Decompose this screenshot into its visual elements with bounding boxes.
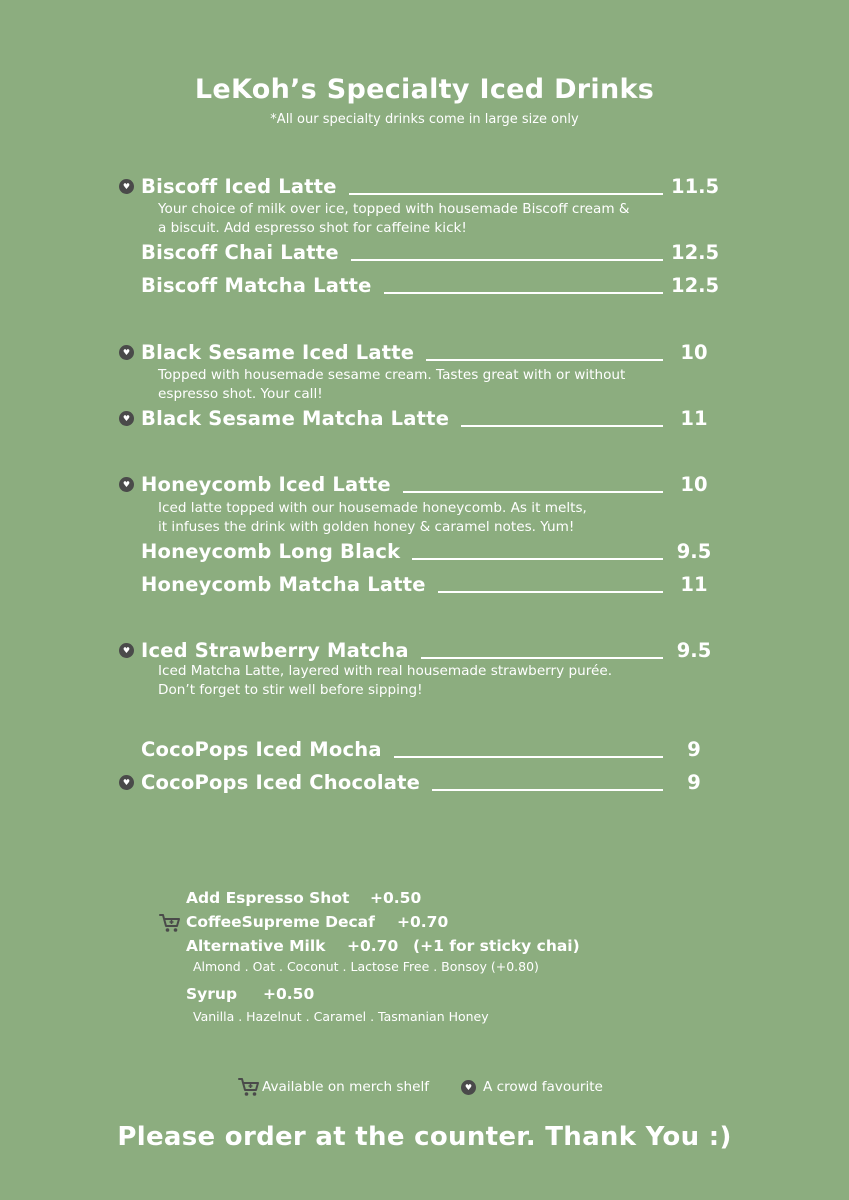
- menu-item: [141, 769, 717, 795]
- addon-syrup: [186, 985, 314, 1003]
- leader-line: [432, 789, 663, 791]
- favourite-heart-icon: ♥: [119, 643, 134, 658]
- menu-item-description: [158, 662, 678, 700]
- description-line: Iced Matcha Latte, layered with real housemade strawberry purée.: [158, 663, 613, 679]
- description-line: Your choice of milk over ice, topped with housemade Biscoff cream &: [158, 201, 630, 217]
- menu-item-price: 10: [680, 340, 708, 364]
- menu-item-price: 9: [687, 770, 701, 794]
- menu-item: [141, 339, 717, 365]
- footer-message: Please order at the counter. Thank You :): [117, 1122, 732, 1152]
- menu-item-description: [158, 499, 678, 537]
- description-line: espresso shot. Your call!: [158, 386, 323, 402]
- menu-item-description: [158, 200, 678, 238]
- menu-title: LeKoh’s Specialty Iced Drinks: [194, 74, 655, 105]
- addon-label: Alternative Milk: [186, 937, 326, 955]
- menu-item-name: CocoPops Iced Mocha: [141, 737, 382, 761]
- addon-price: +0.50: [370, 889, 422, 907]
- menu-item: [141, 272, 720, 298]
- leader-line: [426, 359, 663, 361]
- milk-options: Almond . Oat . Coconut . Lactose Free . Bonsoy (+0.80): [193, 959, 539, 974]
- menu-item-name: Black Sesame Iced Latte: [141, 340, 415, 364]
- description-line: it infuses the drink with golden honey & caramel notes. Yum!: [158, 519, 575, 535]
- shopping-cart-icon: [238, 1077, 260, 1097]
- menu-item-name: Iced Strawberry Matcha: [141, 638, 409, 662]
- favourite-heart-icon: ♥: [119, 477, 134, 492]
- menu-item-name: Biscoff Matcha Latte: [141, 273, 372, 297]
- addon-label: CoffeeSupreme Decaf: [186, 913, 375, 931]
- menu-subtitle: *All our specialty drinks come in large size only: [270, 112, 579, 127]
- menu-item: [141, 571, 717, 597]
- menu-item: [141, 405, 717, 431]
- description-line: Topped with housemade sesame cream. Tastes great with or without: [158, 367, 626, 383]
- menu-item: [141, 173, 720, 199]
- menu-item-price: 11.5: [671, 174, 720, 198]
- addon-label: Syrup: [186, 985, 238, 1003]
- favourite-heart-icon: ♥: [119, 411, 134, 426]
- menu-item: [141, 239, 720, 265]
- leader-line: [351, 259, 663, 261]
- leader-line: [412, 558, 663, 560]
- menu-item-name: Honeycomb Long Black: [141, 539, 401, 563]
- legend-favourite: A crowd favourite: [483, 1079, 603, 1095]
- addon-price: +0.50: [263, 985, 315, 1003]
- menu-item-price: 10: [680, 472, 708, 496]
- addon-price: +0.70: [397, 913, 449, 931]
- leader-line: [438, 591, 663, 593]
- description-line: Iced latte topped with our housemade honeycomb. As it melts,: [158, 500, 587, 516]
- menu-item-price: 9.5: [676, 638, 712, 662]
- favourite-heart-icon: ♥: [119, 345, 134, 360]
- leader-line: [461, 425, 663, 427]
- addon-label: Add Espresso Shot: [186, 889, 350, 907]
- menu-item: [141, 471, 717, 497]
- leader-line: [349, 193, 663, 195]
- leader-line: [384, 292, 663, 294]
- favourite-heart-icon: ♥: [119, 179, 134, 194]
- addon-milk: [186, 937, 580, 955]
- addon-decaf: [186, 913, 448, 931]
- leader-line: [403, 491, 663, 493]
- menu-item-name: Biscoff Iced Latte: [141, 174, 337, 198]
- menu-item-price: 11: [680, 406, 708, 430]
- menu-item: [141, 736, 717, 762]
- favourite-heart-icon: ♥: [461, 1080, 476, 1095]
- menu-item-name: Honeycomb Matcha Latte: [141, 572, 426, 596]
- shopping-cart-icon: [159, 913, 181, 933]
- menu-item-price: 9: [687, 737, 701, 761]
- menu-item-name: Honeycomb Iced Latte: [141, 472, 391, 496]
- menu-item-name: CocoPops Iced Chocolate: [141, 770, 421, 794]
- description-line: a biscuit. Add espresso shot for caffeine kick!: [158, 220, 467, 236]
- syrup-options: Vanilla . Hazelnut . Caramel . Tasmanian Honey: [193, 1009, 489, 1024]
- favourite-heart-icon: ♥: [119, 775, 134, 790]
- menu-item: [141, 637, 717, 663]
- leader-line: [421, 657, 663, 659]
- addon-price: +0.70: [347, 937, 399, 955]
- description-line: Don’t forget to stir well before sipping!: [158, 682, 423, 698]
- addon-note: (+1 for sticky chai): [413, 937, 580, 955]
- legend-merch: Available on merch shelf: [262, 1079, 430, 1095]
- menu-item-price: 11: [680, 572, 708, 596]
- menu-item-name: Black Sesame Matcha Latte: [141, 406, 450, 430]
- menu-item-price: 12.5: [671, 240, 720, 264]
- menu-item-price: 9.5: [676, 539, 712, 563]
- menu-item-price: 12.5: [671, 273, 720, 297]
- leader-line: [394, 756, 663, 758]
- addon-espresso: [186, 889, 421, 907]
- menu-item-name: Biscoff Chai Latte: [141, 240, 339, 264]
- menu-item: [141, 538, 717, 564]
- menu-item-description: [158, 366, 678, 404]
